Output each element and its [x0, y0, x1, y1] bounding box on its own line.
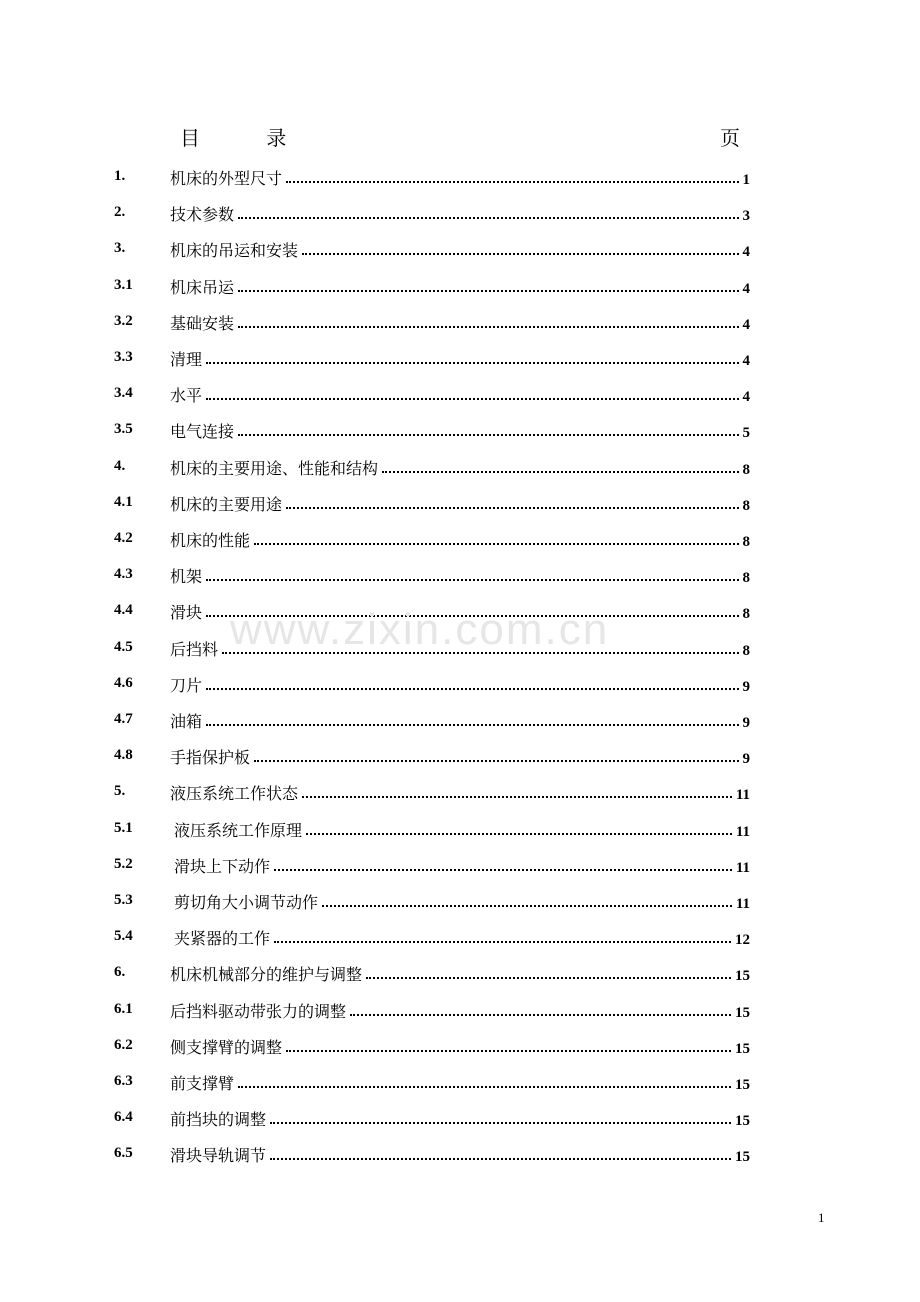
- toc-entry-page: 9: [742, 715, 750, 731]
- page-number: 1: [818, 1210, 825, 1225]
- toc-entry-title: 机床的外型尺寸: [170, 169, 283, 188]
- toc-entry[interactable]: [0, 1067, 920, 1103]
- page-column-label: 页: [720, 126, 740, 150]
- toc-entry-page: 4: [742, 280, 750, 297]
- toc-entry-page: 8: [742, 570, 750, 587]
- toc-entry-page: 9: [742, 678, 750, 695]
- toc-entry-number: 5.1: [114, 819, 133, 836]
- toc-entry-number: 3.5: [114, 421, 133, 438]
- toc-entry-title: 基础安装: [170, 313, 235, 333]
- toc-entry-page: 3: [742, 208, 750, 225]
- dot-leader: [206, 397, 738, 400]
- toc-entry-page: 8: [742, 534, 750, 550]
- toc-entry-page: 8: [742, 606, 750, 623]
- dot-leader: [238, 433, 738, 436]
- toc-entry-page: 12: [735, 932, 750, 949]
- toc-entry-page: 1: [742, 172, 750, 188]
- toc-entry-title: 机床的主要用途: [170, 494, 283, 514]
- toc-entry-number: 6.2: [114, 1036, 133, 1053]
- dot-leader: [286, 506, 738, 509]
- toc-entry-number: 3.2: [114, 312, 133, 329]
- toc-entry[interactable]: [0, 343, 920, 379]
- toc-entry-number: 4.4: [114, 602, 133, 619]
- toc-entry[interactable]: [0, 669, 920, 705]
- toc-entry-title: 机床的主要用途、性能和结构: [170, 458, 379, 478]
- toc-entry-page: 15: [735, 1077, 750, 1093]
- toc-entry[interactable]: [0, 958, 920, 994]
- dot-leader: [270, 1121, 731, 1124]
- toc-entry-page: 5: [742, 425, 750, 442]
- toc-entry-number: 4.1: [114, 493, 133, 510]
- toc-entry[interactable]: [0, 850, 920, 886]
- toc-entry-page: 15: [735, 1040, 750, 1057]
- toc-entry-title: 机床的性能: [170, 531, 251, 550]
- toc-entry-title: 机床的吊运和安装: [170, 241, 299, 261]
- toc-entry-page: 11: [735, 896, 750, 912]
- toc-entry-title: 夹紧器的工作: [174, 929, 271, 949]
- dot-leader: [286, 1049, 731, 1052]
- toc-entry[interactable]: [0, 705, 920, 741]
- dot-leader: [274, 940, 731, 943]
- toc-entry[interactable]: [0, 307, 920, 343]
- toc-entry[interactable]: [0, 741, 920, 777]
- toc-entry-number: 4.3: [114, 566, 133, 583]
- toc-entry-title: 滑块: [170, 603, 203, 623]
- toc-entry-title: 侧支撑臂的调整: [170, 1037, 283, 1057]
- toc-entry-title: 油箱: [170, 712, 203, 731]
- dot-leader: [254, 759, 738, 762]
- toc-header: [0, 122, 920, 152]
- toc-entry-title: 后挡料: [170, 639, 219, 659]
- toc-entry-number: 3.1: [114, 276, 133, 293]
- toc-entry-title: 前挡块的调整: [170, 1110, 267, 1130]
- toc-entry-number: 3.4: [114, 385, 133, 402]
- toc-entry-number: 4.5: [114, 638, 133, 655]
- toc-entry[interactable]: [0, 1031, 920, 1067]
- toc-entry-page: 4: [742, 353, 750, 369]
- toc-entry-title: 清理: [170, 350, 203, 369]
- toc-entry-number: 4.7: [114, 711, 133, 727]
- toc-entry-title: 手指保护板: [170, 748, 251, 768]
- toc-entry-number: 3.: [114, 240, 126, 257]
- toc-entry[interactable]: [0, 234, 920, 270]
- toc-entry-title: 机床吊运: [170, 277, 235, 297]
- dot-leader: [206, 578, 738, 581]
- toc-entry-title: 机架: [170, 567, 203, 587]
- dot-leader: [206, 361, 738, 364]
- dot-leader: [270, 1157, 731, 1160]
- dot-leader: [302, 252, 738, 255]
- dot-leader: [382, 470, 738, 473]
- toc-entry-number: 4.2: [114, 530, 133, 546]
- dot-leader: [322, 904, 732, 907]
- toc-entry[interactable]: [0, 524, 920, 560]
- toc-entry-page: 4: [742, 389, 750, 406]
- toc-entry[interactable]: [0, 995, 920, 1031]
- toc-entry[interactable]: [0, 814, 920, 850]
- toc-entry-page: 8: [742, 497, 750, 514]
- dot-leader: [366, 976, 731, 979]
- toc-entry-page: 8: [742, 461, 750, 478]
- toc-entry-title: 滑块导轨调节: [170, 1146, 267, 1166]
- dot-leader: [206, 723, 738, 726]
- dot-leader: [206, 687, 738, 690]
- toc-entry-number: 4.: [114, 457, 126, 474]
- toc-entry[interactable]: [0, 886, 920, 922]
- toc-entry[interactable]: [0, 777, 920, 813]
- toc-entry-title: 液压系统工作原理: [174, 820, 303, 840]
- toc-entry-title: 后挡料驱动带张力的调整: [170, 1001, 347, 1021]
- toc-entry-page: 15: [735, 1004, 750, 1021]
- toc-entry-title: 液压系统工作状态: [170, 784, 299, 804]
- toc-entry-number: 5.4: [114, 928, 133, 945]
- dot-leader: [350, 1013, 731, 1016]
- toc-entry[interactable]: [0, 452, 920, 488]
- watermark: www.zixin.com.cn: [230, 605, 610, 654]
- toc-entry-title: 技术参数: [170, 205, 235, 225]
- toc-entry[interactable]: [0, 922, 920, 958]
- toc-entry-page: 4: [742, 244, 750, 261]
- toc-entry-title: 机床机械部分的维护与调整: [170, 965, 363, 985]
- toc-entry[interactable]: [0, 1139, 920, 1175]
- dot-leader: [286, 180, 738, 183]
- toc-entry[interactable]: [0, 488, 920, 524]
- toc-entry-number: 6.1: [114, 1000, 133, 1017]
- dot-leader: [254, 542, 738, 545]
- toc-entry-title: 前支撑臂: [170, 1074, 235, 1093]
- toc-entry-number: 5.2: [114, 855, 133, 872]
- dot-leader: [238, 289, 738, 292]
- dot-leader: [274, 868, 732, 871]
- toc-entry-page: 15: [735, 968, 750, 985]
- toc-entry[interactable]: [0, 271, 920, 307]
- toc-entry-title: 水平: [170, 386, 203, 406]
- toc-entry-title: 电气连接: [170, 422, 235, 442]
- dot-leader: [238, 325, 738, 328]
- toc-entry-title: 刀片: [170, 675, 203, 695]
- toc-entry-number: 6.: [114, 964, 126, 981]
- dot-leader: [238, 1085, 731, 1088]
- toc-entry[interactable]: [0, 415, 920, 451]
- toc-entry-number: 1.: [114, 168, 126, 184]
- toc-entry-number: 4.6: [114, 674, 133, 691]
- toc-entry-number: 5.3: [114, 892, 133, 908]
- toc-entry-page: 15: [735, 1149, 750, 1166]
- toc-entry-page: 4: [742, 316, 750, 333]
- toc-entry-number: 3.3: [114, 349, 133, 365]
- dot-leader: [302, 795, 732, 798]
- toc-entry-title: 剪切角大小调节动作: [174, 893, 319, 912]
- toc-entry-page: 11: [735, 787, 750, 804]
- toc-entry-page: 11: [735, 823, 750, 840]
- toc-entry-number: 6.4: [114, 1109, 133, 1126]
- dot-leader: [306, 832, 732, 835]
- toc-entry[interactable]: [0, 162, 920, 198]
- toc-entry-number: 6.3: [114, 1073, 133, 1089]
- toc-entry[interactable]: [0, 379, 920, 415]
- toc-entry-number: 2.: [114, 204, 126, 221]
- toc-entry-page: 15: [735, 1113, 750, 1130]
- dot-leader: [238, 216, 738, 219]
- toc-entry-page: 11: [735, 859, 750, 876]
- toc-entry-page: 9: [742, 751, 750, 768]
- toc-entry[interactable]: [0, 560, 920, 596]
- toc-entry-number: 6.5: [114, 1145, 133, 1162]
- toc-entry-number: 5.: [114, 783, 126, 800]
- toc-entry-number: 4.8: [114, 747, 133, 764]
- toc-entry-page: 8: [742, 642, 750, 659]
- toc-title: 目 录: [180, 126, 317, 150]
- toc-entry-title: 滑块上下动作: [174, 856, 271, 876]
- toc-entry[interactable]: [0, 1103, 920, 1139]
- toc-entry[interactable]: [0, 198, 920, 234]
